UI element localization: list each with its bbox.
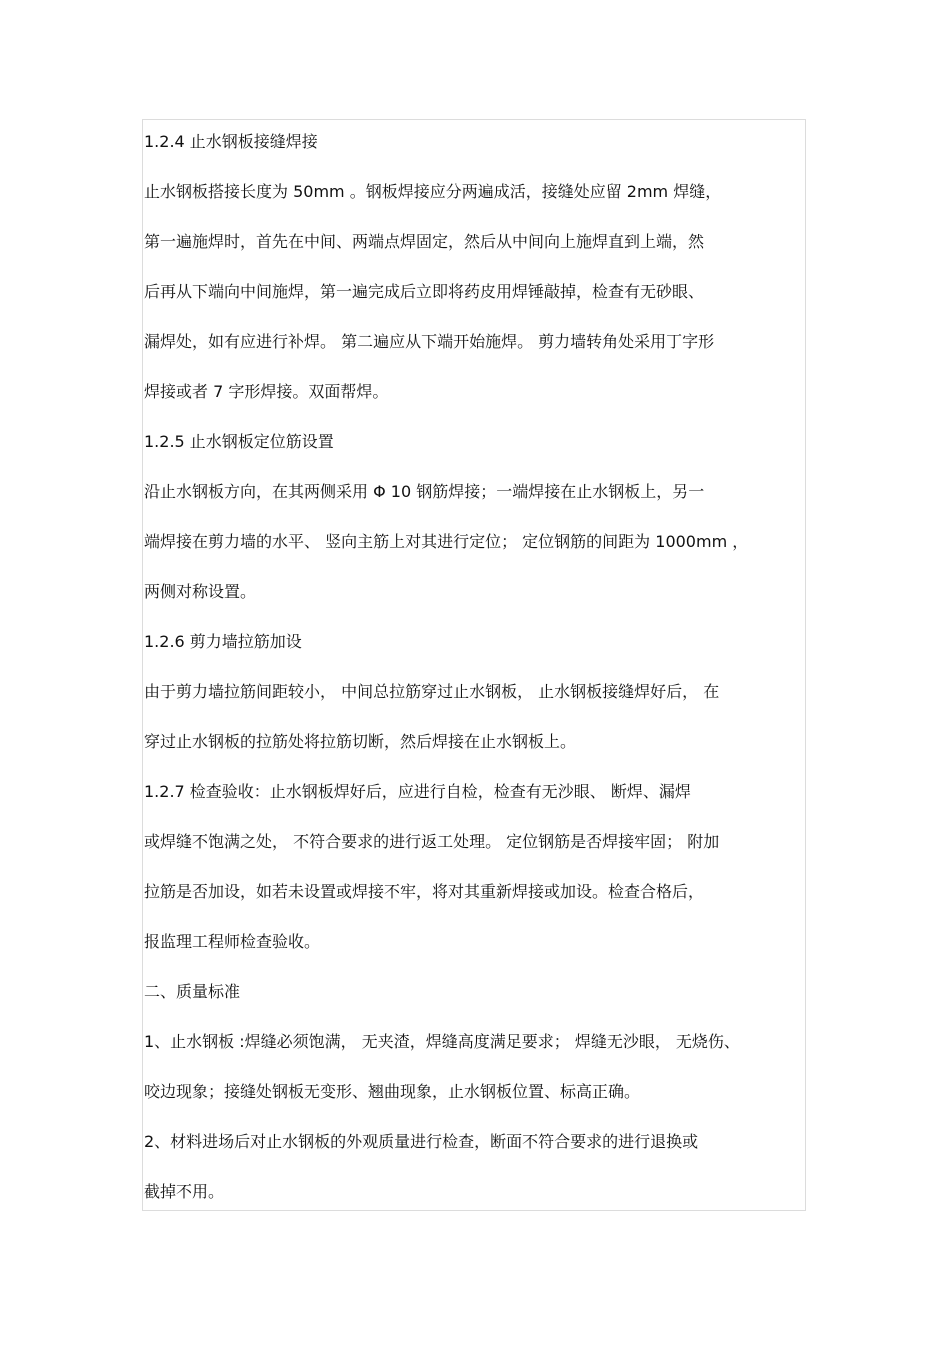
paragraph-line: 拉筋是否加设，如若未设置或焊接不牢，将对其重新焊接或加设。检查合格后，	[144, 882, 705, 901]
paragraph-line: 后再从下端向中间施焊，第一遍完成后立即将药皮用焊锤敲掉，检查有无砂眼、	[144, 282, 705, 301]
paragraph-line: 截掉不用。	[144, 1182, 225, 1201]
paragraph-line: 或焊缝不饱满之处， 不符合要求的进行返工处理。 定位钢筋是否焊接牢固； 附加	[144, 832, 720, 851]
paragraph-line: 止水钢板搭接长度为 50mm 。钢板焊接应分两遍成活，接缝处应留 2mm 焊缝，	[144, 182, 722, 201]
paragraph-line: 漏焊处，如有应进行补焊。 第二遍应从下端开始施焊。 剪力墙转角处采用丁字形	[144, 332, 715, 351]
heading-1-2-7: 1.2.7 检查验收：止水钢板焊好后，应进行自检，检查有无沙眼、 断焊、漏焊	[144, 782, 691, 801]
paragraph-line: 两侧对称设置。	[144, 582, 257, 601]
paragraph-line: 1、止水钢板 :焊缝必须饱满， 无夹渣，焊缝高度满足要求； 焊缝无沙眼， 无烧伤、	[144, 1032, 740, 1051]
paragraph-line: 沿止水钢板方向，在其两侧采用 Φ 10 钢筋焊接；一端焊接在止水钢板上，另一	[144, 482, 705, 501]
paragraph-line: 焊接或者 7 字形焊接。双面帮焊。	[144, 382, 389, 401]
paragraph-line: 报监理工程师检查验收。	[144, 932, 321, 951]
heading-1-2-5: 1.2.5 止水钢板定位筋设置	[144, 432, 334, 451]
paragraph-line: 第一遍施焊时，首先在中间、两端点焊固定，然后从中间向上施焊直到上端，然	[144, 232, 705, 251]
paragraph-line: 咬边现象；接缝处钢板无变形、翘曲现象，止水钢板位置、标高正确。	[144, 1082, 641, 1101]
heading-quality-standard: 二、质量标准	[144, 982, 241, 1001]
paragraph-line: 端焊接在剪力墙的水平、 竖向主筋上对其进行定位； 定位钢筋的间距为 1000mm ，	[144, 532, 749, 551]
heading-1-2-6: 1.2.6 剪力墙拉筋加设	[144, 632, 302, 651]
paragraph-line: 2、材料进场后对止水钢板的外观质量进行检查，断面不符合要求的进行退换或	[144, 1132, 699, 1151]
paragraph-line: 穿过止水钢板的拉筋处将拉筋切断，然后焊接在止水钢板上。	[144, 732, 577, 751]
paragraph-line: 由于剪力墙拉筋间距较小， 中间总拉筋穿过止水钢板， 止水钢板接缝焊好后， 在	[144, 682, 720, 701]
heading-1-2-4: 1.2.4 止水钢板接缝焊接	[144, 132, 318, 151]
